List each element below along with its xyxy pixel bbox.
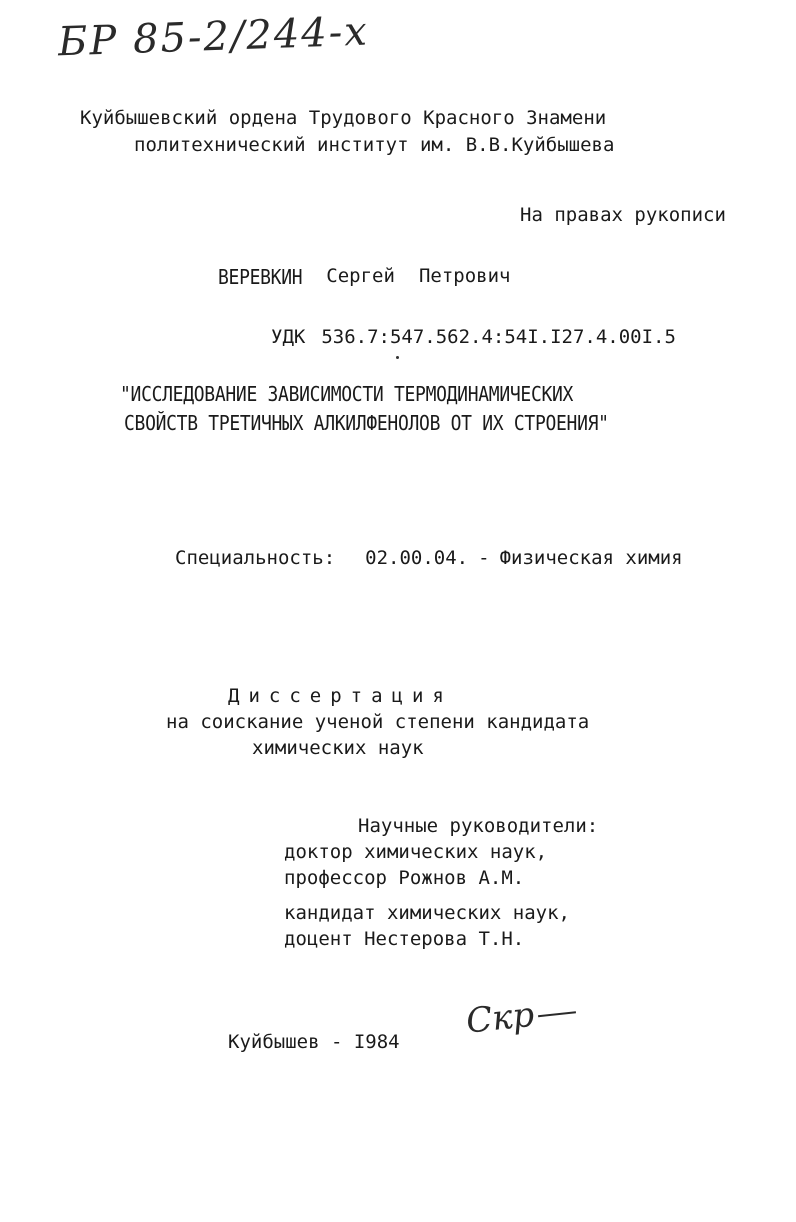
title-line-2: СВОЙСТВ ТРЕТИЧНЫХ АЛКИЛФЕНОЛОВ ОТ ИХ СТРОЕНИЯ" [124,412,609,436]
supervisors-heading: Научные руководители: [358,815,599,837]
institute-line-1: Куйбышевский ордена Трудового Красного Знамени [80,107,607,129]
supervisor-2-name: доцент Нестерова Т.Н. [284,928,525,950]
manuscript-note: На правах рукописи [520,204,726,226]
signature [464,990,578,1041]
udc-code: 536.7:547.562.4:54I.I27.4.00I.5 [321,326,676,348]
specialty-code: 02.00.04. [365,547,469,569]
specialty-label: Специальность: [175,547,336,569]
title-line-1: "ИССЛЕДОВАНИЕ ЗАВИСИМОСТИ ТЕРМОДИНАМИЧЕСКИХ [120,383,574,407]
udc-label: УДК [271,326,306,348]
institute-line-2: политехнический институт им. В.В.Куйбышева [134,134,615,156]
author-first-name: Сергей [326,265,395,287]
supervisor-1-name: профессор Рожнов А.М. [284,867,525,889]
ink-speck [396,356,399,359]
signature-text: Скр [464,994,537,1042]
specialty-dash: - [478,547,490,569]
supervisor-1-degree: доктор химических наук, [284,841,548,863]
place-year: Куйбышев - I984 [228,1031,400,1053]
supervisor-2-degree: кандидат химических наук, [284,902,570,924]
archive-mark: БР 85-2/244-х [57,8,370,66]
author-patronymic: Петрович [418,265,511,287]
author-surname: ВЕРЕВКИН [218,266,303,290]
udc-line [271,325,676,349]
specialty-line [175,546,683,570]
dissertation-field-line: химических наук [252,737,424,759]
dissertation-degree-line: на соискание ученой степени кандидата [166,711,590,733]
author-name [218,264,510,289]
dissertation-heading: Диссертация [228,685,453,707]
specialty-name: Физическая химия [499,547,683,569]
